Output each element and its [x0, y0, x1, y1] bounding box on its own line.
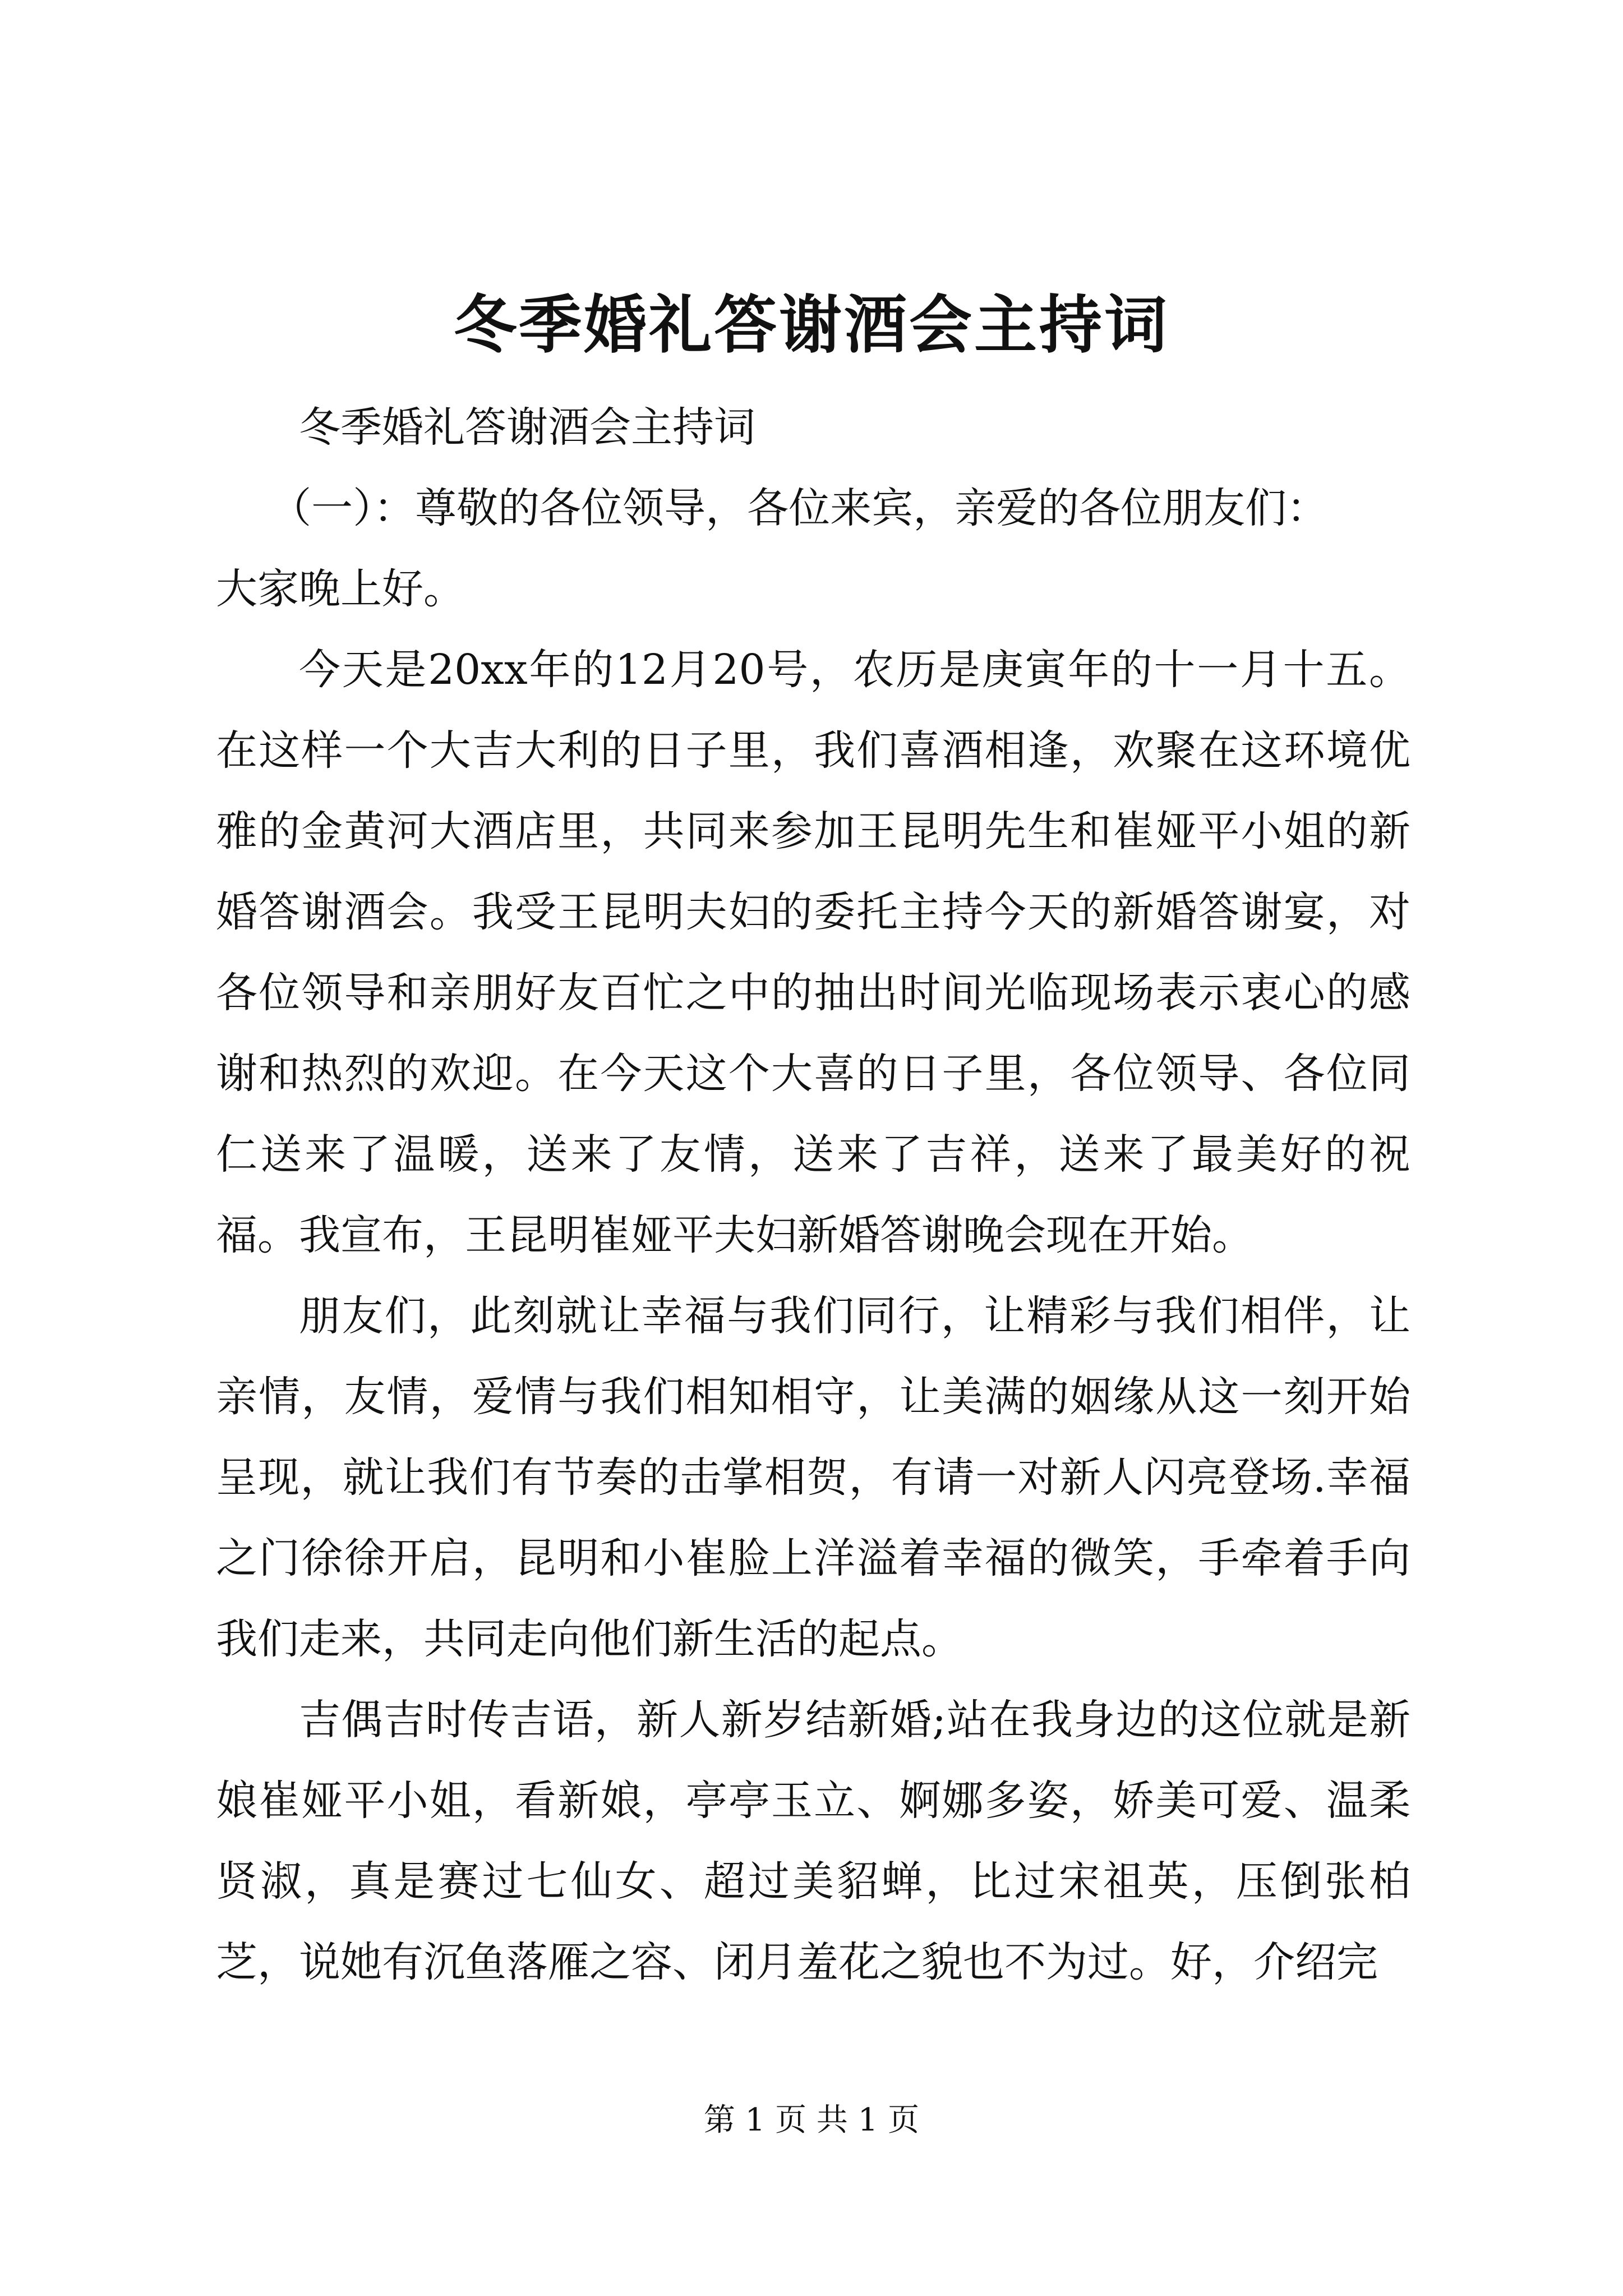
- entrance-paragraph: 朋友们，此刻就让幸福与我们同行，让精彩与我们相伴，让亲情，友情，爱情与我们相知相守，让美满的姻缘从这一刻开始呈现，就让我们有节奏的击掌相贺，有请一对新人闪亮登场.幸福之门徐徐开启，昆明和小崔脸上洋溢着幸福的微笑，手牵着手向我们走来，共同走向他们新生活的起点。: [216, 1292, 1410, 1663]
- document-title: 冬季婚礼答谢酒会主持词: [454, 288, 1169, 362]
- greeting-line-paragraph: 大家晚上好。: [216, 565, 465, 613]
- bride-introduction-paragraph: 吉偶吉时传吉语，新人新岁结新婚;站在我身边的这位就是新娘崔娅平小姐，看新娘，亭亭玉立、婀娜多姿，娇美可爱、温柔贤淑，真是赛过七仙女、超过美貂蝉，比过宋祖英，压倒张柏芝，说她有沉鱼落雁之容、闭月羞花之貌也不为过。好，介绍完: [216, 1696, 1410, 1986]
- opening-paragraph: 今天是20xx年的12月20号，农历是庚寅年的十一月十五。在这样一个大吉大利的日子里，我们喜酒相逢，欢聚在这环境优雅的金黄河大酒店里，共同来参加王昆明先生和崔娅平小姐的新婚答谢酒会。我受王昆明夫妇的委托主持今天的新婚答谢宴，对各位领导和亲朋好友百忙之中的抽出时间光临现场表示衷心的感谢和热烈的欢迎。在今天这个大喜的日子里，各位领导、各位同仁送来了温暖，送来了友情，送来了吉祥，送来了最美好的祝福。我宣布，王昆明崔娅平夫妇新婚答谢晚会现在开始。: [216, 646, 1410, 1259]
- greeting-paragraph: （一）：尊敬的各位领导，各位来宾，亲爱的各位朋友们：: [270, 484, 1329, 532]
- page-footer: 第 1 页 共 1 页: [703, 2102, 920, 2138]
- subtitle-paragraph: 冬季婚礼答谢酒会主持词: [299, 403, 755, 452]
- document-body: [216, 387, 1410, 2003]
